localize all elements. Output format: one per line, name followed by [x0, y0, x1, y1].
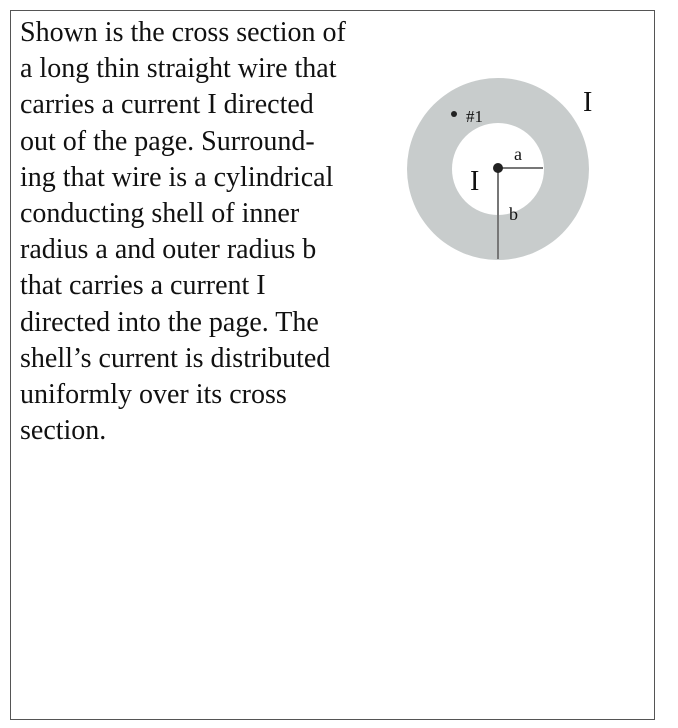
inner-radius-label: a [514, 144, 522, 164]
coaxial-cross-section-diagram [395, 60, 635, 290]
problem-line: conducting shell of inner [20, 198, 300, 230]
problem-line: that carries a current I [20, 270, 266, 302]
problem-line: carries a current I directed [20, 89, 314, 121]
problem-line: shell’s current is distributed [20, 342, 331, 374]
shell-current-label: I [583, 87, 593, 118]
problem-line: out of the page. Surround- [20, 125, 315, 157]
problem-line: ing that wire is a cylindrical [20, 161, 334, 193]
point-1-label: #1 [466, 107, 483, 126]
central-wire [493, 163, 503, 173]
outer-radius-label: b [509, 204, 518, 224]
problem-line: radius a and outer radius b [20, 234, 317, 266]
problem-line: a long thin straight wire that [20, 53, 337, 85]
problem-statement [20, 15, 400, 449]
problem-line: section. [20, 415, 107, 447]
problem-line: uniformly over its cross [20, 379, 287, 411]
problem-line: Shown is the cross section of [20, 17, 346, 48]
point-1-marker [451, 111, 457, 117]
problem-line: directed into the page. The [20, 306, 319, 338]
wire-current-label: I [470, 166, 480, 197]
